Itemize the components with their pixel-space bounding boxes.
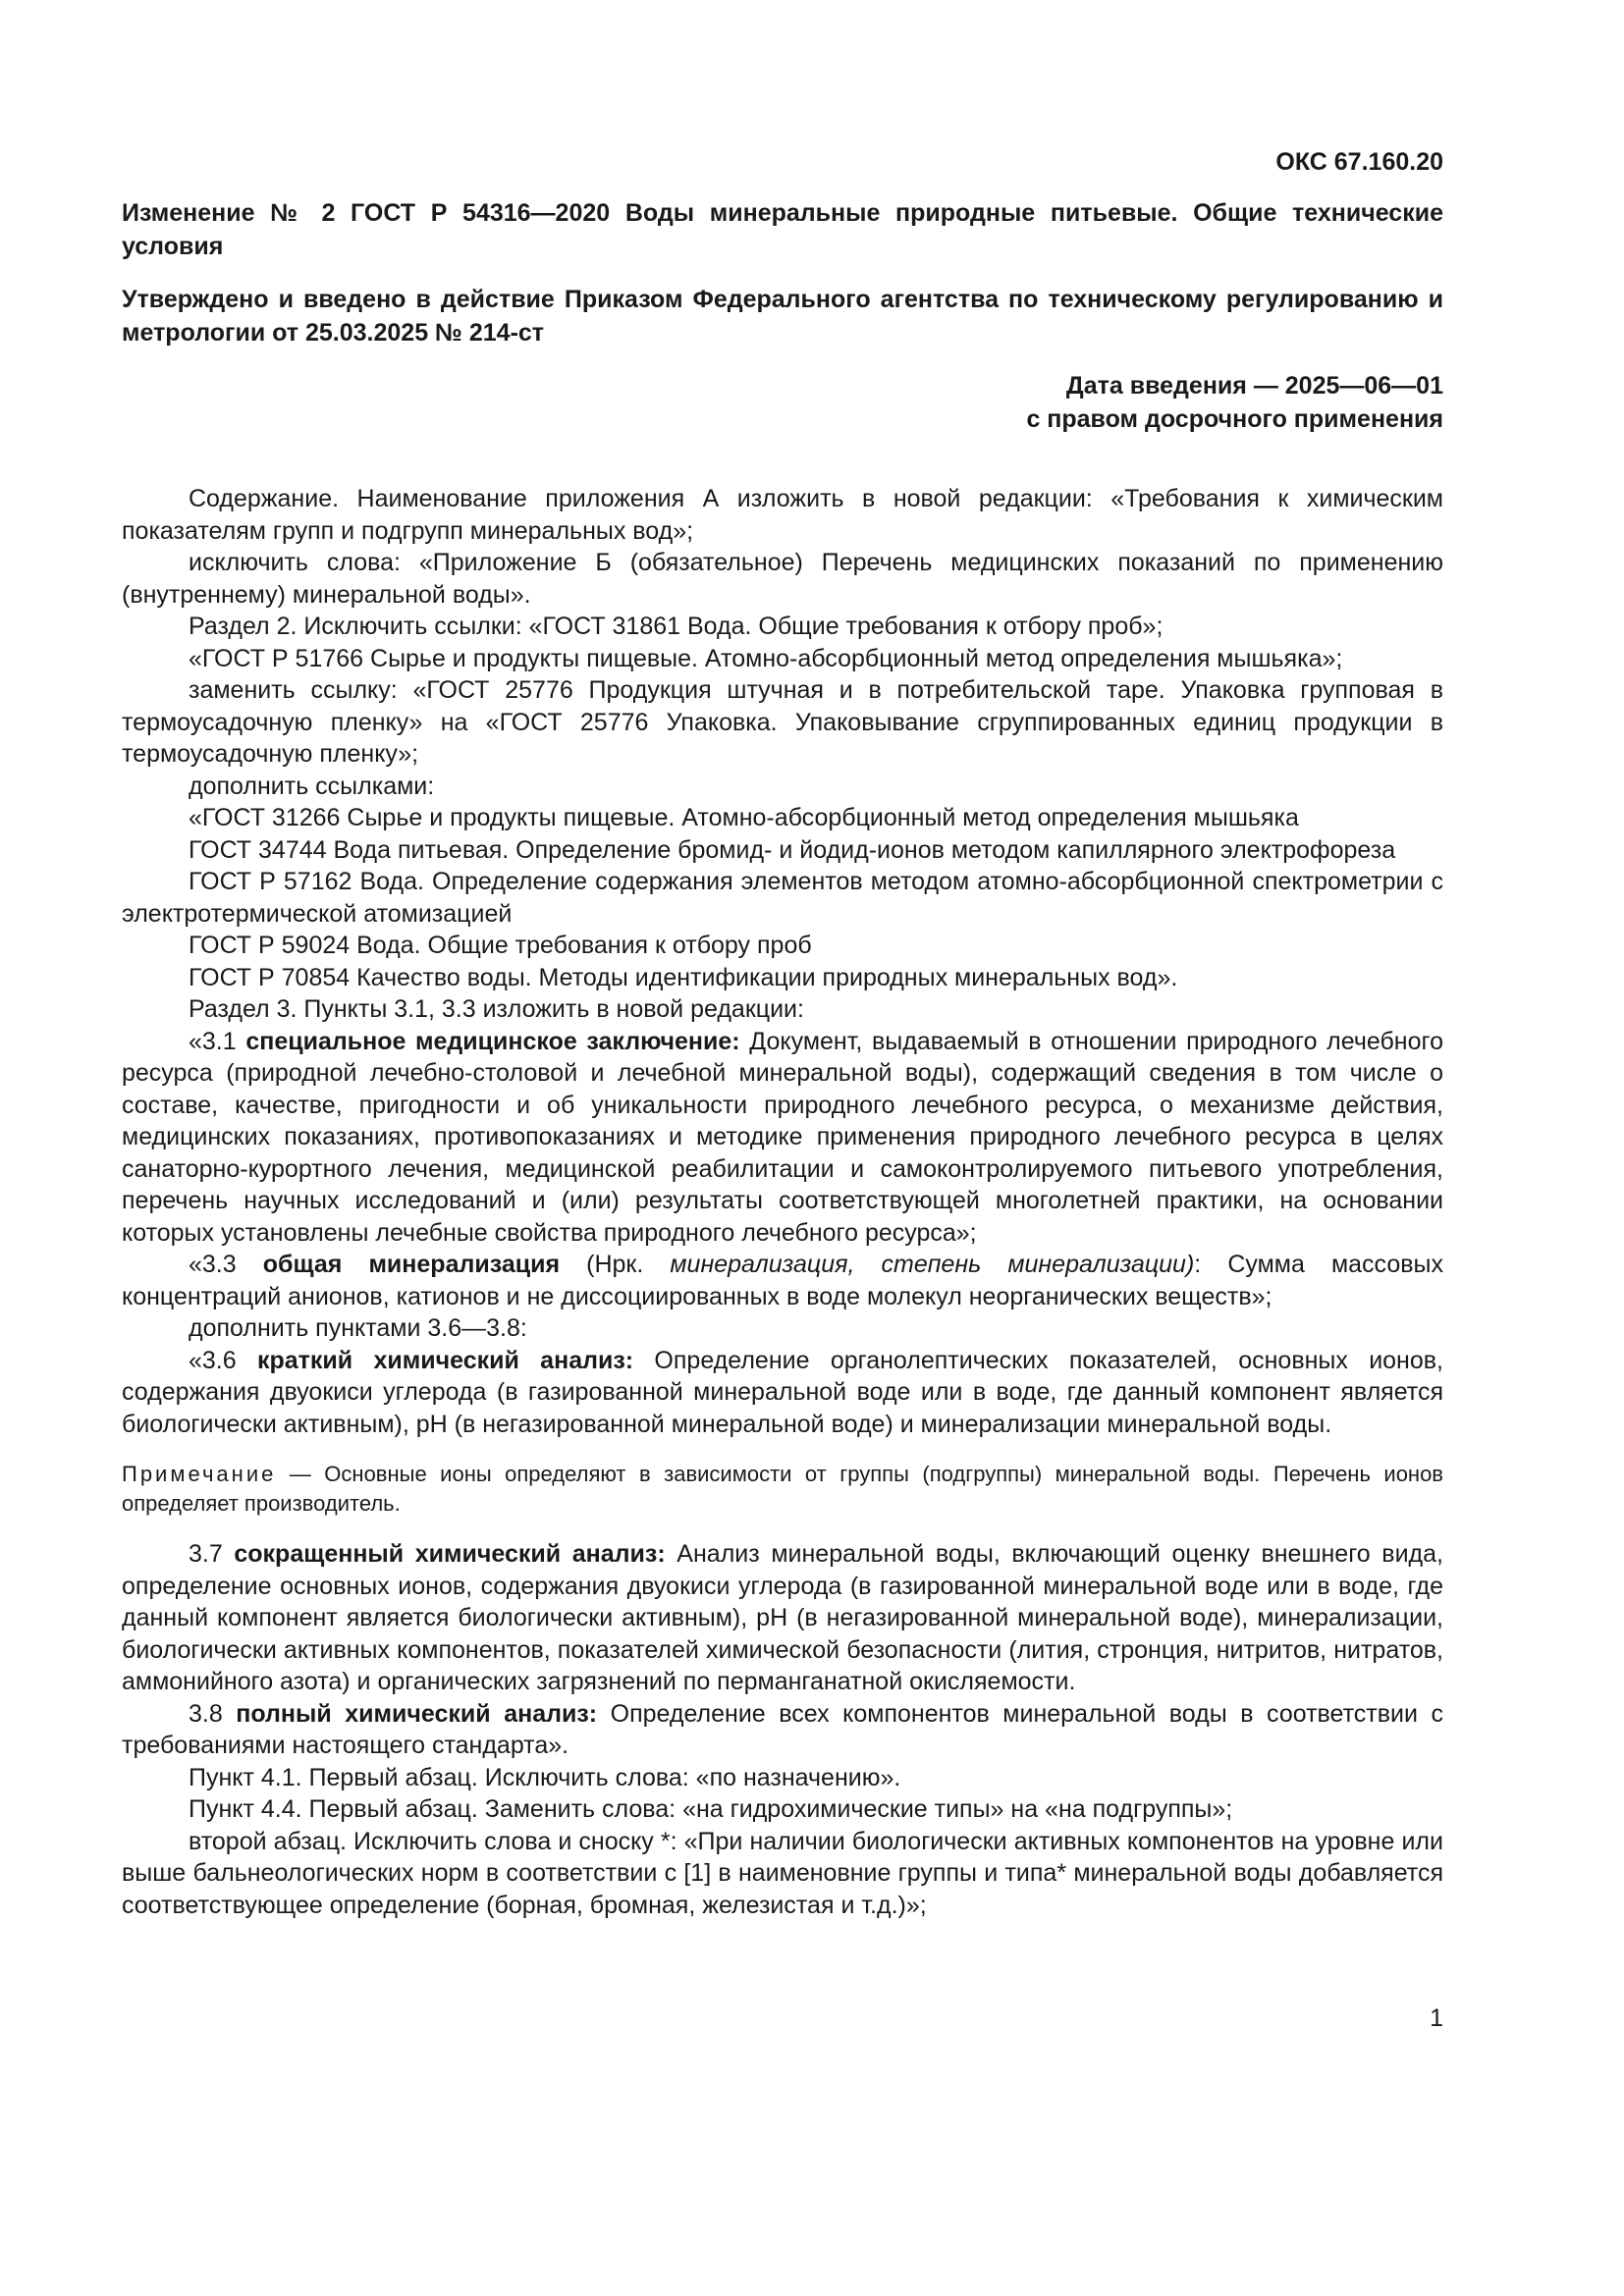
definition-term: общая минерализация (262, 1251, 561, 1278)
definition-3-6 (122, 1345, 1443, 1441)
clause-number: 3.7 (189, 1540, 235, 1568)
definition-3-1 (122, 1026, 1443, 1250)
definition-3-7 (122, 1538, 1443, 1698)
definition-term: краткий химический анализ: (256, 1346, 634, 1374)
approval-statement: Утверждено и введено в действие Приказом Федерального агентства по техническому регулированию и метрологии от 25.03.2025 № 214-ст (122, 286, 1443, 347)
definition-text: Анализ минеральной воды, включающий оценку внешнего вида, определение основных ионов, содержания двуокиси углерода (в газированной минеральной воде или в воде, где данный компонент является биологически активным), рН (в негазированной минеральной воде), минерализации, биологически активных компонентов, показателей химической безопасности (лития, стронция, нитритов, нитратов, аммонийного азота) и органических загрязнений по перманганатной окисляемости. (122, 1540, 1443, 1695)
note (122, 1460, 1443, 1519)
clause-number: «3.6 (189, 1346, 257, 1374)
definition-text: Определение органолептических показателей, основных ионов, содержания двуокиси углерода (в газированной минеральной воде или в воде, где данный компонент является биологически активным), рН (в негазированной минеральной воде) и минерализации минеральной воды. (122, 1346, 1443, 1438)
definition-term: специальное медицинское заключение: (245, 1027, 740, 1055)
effective-date: Дата введения — 2025—06—01 (1065, 372, 1443, 400)
reference-item: ГОСТ Р 57162 Вода. Определение содержания элементов методом атомно-абсорбционной спектрометрии с электротермической атомизацией (122, 868, 1443, 928)
note-label: Примечание (122, 1462, 277, 1486)
reference-item: ГОСТ 34744 Вода питьевая. Определение бромид- и йодид-ионов методом капиллярного электрофореза (189, 835, 1396, 864)
definition-term: полный химический анализ: (236, 1699, 598, 1728)
paragraph: Пункт 4.1. Первый абзац. Исключить слова: «по назначению». (189, 1763, 901, 1791)
paragraph: «ГОСТ Р 51766 Сырье и продукты пищевые. Атомно-абсорбционный метод определения мышьяка»; (189, 644, 1343, 672)
definition-text: : Сумма массовых концентраций анионов, катионов и не диссоциированных в воде молекул неорганических веществ»; (122, 1251, 1443, 1310)
paragraph: второй абзац. Исключить слова и сноску *: «При наличии биологически активных компонентов на уровне или выше бальнеологических норм в соответствии с [1] в наименовние группы и типа* минеральной воды добавляется соответствующее определение (борная, бромная, железистая и т.д.)»; (122, 1827, 1443, 1919)
definition-3-3 (122, 1249, 1443, 1312)
early-application-note: с правом досрочного применения (1026, 405, 1443, 433)
definition-text: Определение всех компонентов минеральной воды в соответствии с требованиями настоящего стандарта». (122, 1699, 1443, 1759)
paragraph: заменить ссылку: «ГОСТ 25776 Продукция штучная и в потребительской таре. Упаковка групповая в термоусадочную пленку» на «ГОСТ 25776 Упаковка. Упаковывание сгруппированных единиц продукции в термоусадочную пленку»; (122, 676, 1443, 768)
document-page (122, 145, 1443, 1921)
paragraph: Раздел 2. Исключить ссылки: «ГОСТ 31861 Вода. Общие требования к отбору проб»; (189, 613, 1164, 640)
paragraph: Содержание. Наименование приложения А изложить в новой редакции: «Требования к химическим показателям групп и подгрупп минеральных вод»; (122, 485, 1443, 545)
clause-number: «3.1 (189, 1027, 246, 1055)
definition-term: сокращенный химический анализ: (234, 1540, 666, 1568)
paragraph: Пункт 4.4. Первый абзац. Заменить слова: «на гидрохимические типы» на «на подгруппы»; (189, 1795, 1233, 1823)
reference-item: ГОСТ Р 70854 Качество воды. Методы идентификации природных минеральных вод». (189, 963, 1178, 991)
definition-text: Документ, выдаваемый в отношении природного лечебного ресурса (природной лечебно-столовой и лечебной минеральной воды), содержащий сведения в том числе о составе, качестве, пригодности и об уникальности природного лечебного ресурса, о механизме действия, медицинских показаниях, противопоказаниях и методике применения природного лечебного ресурса в целях санаторно-курортного лечения, медицинской реабилитации и самоконтролируемого питьевого употребления, перечень научных исследований и (или) результаты соответствующей многолетней практики, на основании которых установлены лечебные свойства природного лечебного ресурса»; (122, 1027, 1443, 1247)
note-text: — Основные ионы определяют в зависимости от группы (подгруппы) минеральной воды. Перечень ионов определяет производитель. (122, 1462, 1443, 1516)
page-number: 1 (1430, 2004, 1443, 2032)
clause-number: «3.3 (189, 1251, 263, 1278)
reference-item: ГОСТ Р 59024 Вода. Общие требования к отбору проб (189, 932, 812, 959)
clause-number: 3.8 (189, 1699, 237, 1728)
amendment-title: Изменение № 2 ГОСТ Р 54316—2020 Воды минеральные природные питьевые. Общие технические условия (122, 199, 1443, 260)
paragraph: дополнить пунктами 3.6—3.8: (189, 1314, 527, 1342)
paragraph: Раздел 3. Пункты 3.1, 3.3 изложить в новой редакции: (189, 995, 804, 1023)
paragraph: дополнить ссылками: (189, 772, 435, 800)
paragraph: исключить слова: «Приложение Б (обязательное) Перечень медицинских показаний по применению (внутреннему) минеральной воды». (122, 549, 1443, 609)
reference-item: «ГОСТ 31266 Сырье и продукты пищевые. Атомно-абсорбционный метод определения мышьяка (189, 804, 1299, 831)
deprecated-term: минерализация, степень минерализации) (670, 1251, 1195, 1278)
definition-text: (Нрк. (560, 1251, 671, 1278)
effective-date-block (122, 369, 1443, 436)
oks-code: ОКС 67.160.20 (1275, 148, 1443, 176)
definition-3-8 (122, 1698, 1443, 1762)
